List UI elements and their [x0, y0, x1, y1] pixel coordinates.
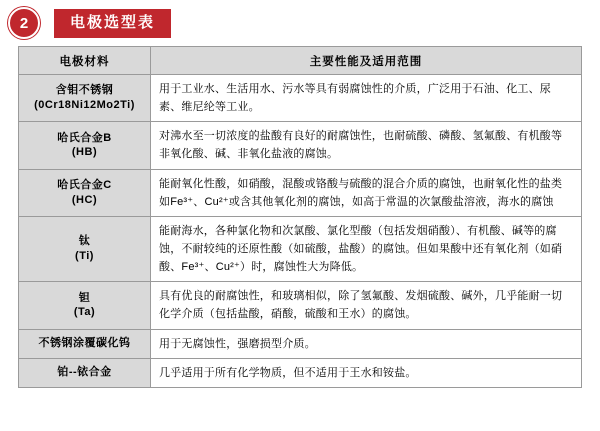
table-row: [19, 75, 582, 122]
material-code-line: (Ti): [75, 250, 94, 263]
table-row: [19, 216, 582, 281]
table-body: [19, 75, 582, 388]
cell-material: [19, 329, 151, 358]
material-name-line: 钛: [78, 235, 91, 248]
section-number-badge: 2: [8, 7, 40, 39]
material-code-line: (Ta): [73, 306, 96, 319]
cell-description: 对沸水至一切浓度的盐酸有良好的耐腐蚀性，也耐硫酸、磷酸、氢氟酸、有机酸等非氧化酸、碱、非氧化盐液的腐蚀。: [151, 122, 582, 169]
table-row: [19, 122, 582, 169]
page-header: [0, 0, 600, 46]
cell-description: 用于无腐蚀性，强磨损型介质。: [151, 329, 582, 358]
material-code-line: (HC): [71, 193, 98, 206]
table-header: [19, 47, 582, 75]
cell-material: [19, 169, 151, 216]
page-title: 电极选型表: [54, 9, 171, 38]
cell-material: [19, 358, 151, 387]
material-name-line: 哈氏合金B: [57, 131, 112, 144]
cell-material: [19, 282, 151, 329]
cell-description: 能耐海水，各种氯化物和次氯酸、氯化型酸（包括发烟硝酸）、有机酸、碱等的腐蚀，不耐较纯的还原性酸（如硫酸，盐酸）的腐蚀。但如果酸中还有氧化剂（如硝酸、Fe³⁺、Cu²⁺）时，腐蚀性大为降低。: [151, 216, 582, 281]
electrode-selection-table: [18, 46, 582, 388]
cell-description: 用于工业水、生活用水、污水等具有弱腐蚀性的介质，广泛用于石油、化工、尿素、维尼纶等工业。: [151, 75, 582, 122]
cell-description: 具有优良的耐腐蚀性，和玻璃相似，除了氢氟酸、发烟硫酸、碱外，几乎能耐一切化学介质（包括盐酸，硝酸，硫酸和王水）的腐蚀。: [151, 282, 582, 329]
table-header-row: [19, 47, 582, 75]
material-name-line: 含钼不锈钢: [55, 84, 114, 97]
cell-description: 几乎适用于所有化学物质，但不适用于王水和铵盐。: [151, 358, 582, 387]
cell-material: [19, 216, 151, 281]
table-row: [19, 282, 582, 329]
material-name-line: 铂--铱合金: [57, 366, 112, 379]
material-name-line: 哈氏合金C: [57, 178, 112, 191]
cell-description: 能耐氧化性酸，如硝酸，混酸或铬酸与硫酸的混合介质的腐蚀，也耐氧化性的盐类如Fe³⁺、Cu²⁺或含其他氧化剂的腐蚀，如高于常温的次氯酸盐溶液，海水的腐蚀: [151, 169, 582, 216]
table-row: [19, 169, 582, 216]
material-name-line: 钽: [78, 291, 91, 304]
cell-material: [19, 75, 151, 122]
cell-material: [19, 122, 151, 169]
table-row: [19, 329, 582, 358]
table-container: [0, 46, 600, 388]
material-code-line: (HB): [71, 146, 98, 159]
material-name-line: 不锈钢涂覆碳化钨: [38, 337, 131, 350]
column-header-material: 电极材料: [19, 47, 151, 75]
column-header-description: 主要性能及适用范围: [151, 47, 582, 75]
material-code-line: (0Cr18Ni12Mo2Ti): [34, 99, 135, 112]
table-row: [19, 358, 582, 387]
